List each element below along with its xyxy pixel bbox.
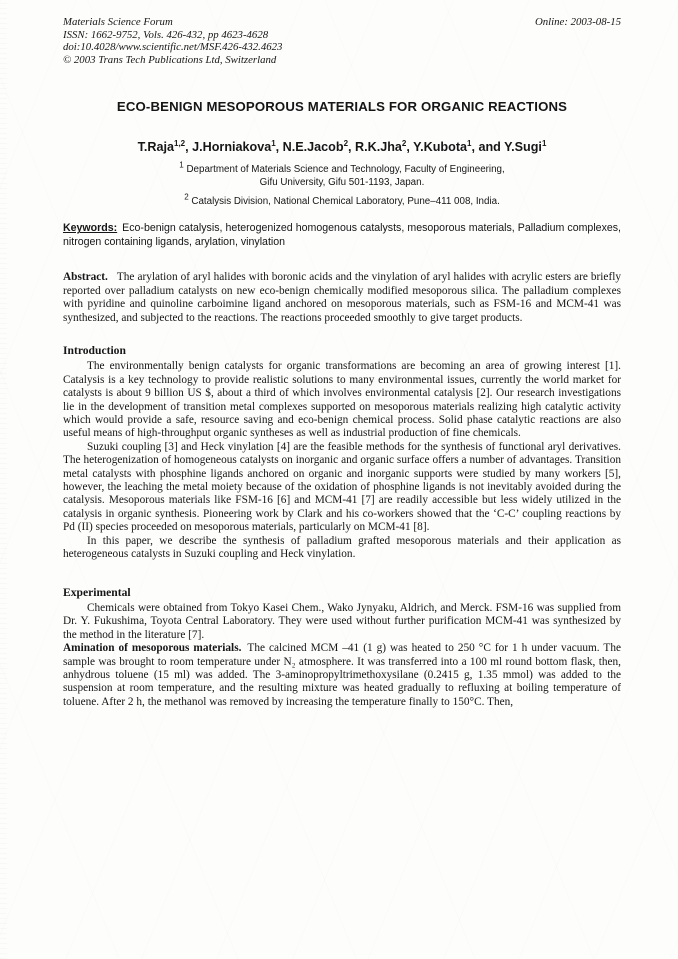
keywords-text: Eco-benign catalysis, heterogenized homogenous catalysts, mesoporous materials, Palladium complexes, nitrogen containing ligands, arylation, vinylation <box>63 222 621 249</box>
online-date: Online: 2003-08-15 <box>534 16 621 28</box>
introduction-paragraph-2: Suzuki coupling [3] and Heck vinylation [4] are the feasible methods for the synthesis of functional aryl derivatives. The heterogenization of homogeneous catalysts on inorganic and organic surface offers a number of advantages. Transition metal catalysts with phosphine ligands anchored on organic and inorganic supports were studied by many workers [5], however, the leaching the metal moiety because of the oxidation of phosphine ligands is not inevitably avoided during the catalysis. Mesoporous materials like FSM-16 [6] and MCM-41 [7] are readily accessible but less widely utilized in the catalysis in organic synthesis. Pioneering work by Clark and his co-workers showed that the ‘C-C’ coupling reactions by Pd (II) species proceeded on mesoporous materials, particularly on MCM-41 [8]. <box>63 440 621 534</box>
affiliation-2: $^2$ Catalysis Division, National Chemical Laboratory, Pune–411 008, India. <box>184 193 500 208</box>
abstract-block <box>63 271 621 325</box>
copyright-line: © 2003 Trans Tech Publications Ltd, Switzerland <box>63 53 277 66</box>
author: , N.E.Jacob$^2$ <box>275 139 349 155</box>
section-heading-introduction: Introduction <box>63 344 126 357</box>
author: , and Y.Sugi$^1$ <box>471 139 547 155</box>
author: T.Raja$^{1,2}$ <box>137 139 186 155</box>
authors-line <box>63 140 621 154</box>
introduction-paragraph-3: In this paper, we describe the synthesis of palladium grafted mesoporous materials and their application as heterogeneous catalysts in Suzuki coupling and Heck vinylation. <box>63 534 621 561</box>
keywords-label: Keywords: <box>63 222 118 235</box>
affiliation-1: $^1$ Department of Materials Science and Technology, Faculty of Engineering, Gifu University, Gifu 501-1193, Japan. <box>179 161 505 189</box>
doi-line: doi:10.4028/www.scientific.net/MSF.426-432.4623 <box>63 41 283 54</box>
section-heading-experimental: Experimental <box>63 585 131 599</box>
abstract-label: Abstract. <box>63 271 108 284</box>
amination-paragraph <box>63 642 621 709</box>
journal-name: Materials Science Forum <box>63 16 173 28</box>
author: , J.Horniakova$^1$ <box>185 139 276 155</box>
amination-text: The calcined MCM –41 (1 g) was heated to 250 °C for 1 h under vacuum. The sample was brought to room temperature under N₂ atmosphere. It was transferred into a 100 ml round bottom flask, then, anhydrous toluene (15 ml) was added. The 3-aminopropyltrimethoxysilane (0.2415 g, 1.35 mmol) was added to the suspension at room temperature, and the resulting mixture was heated gradually to refluxing at boiling temperature of toluene. After 2 h, the methanol was removed by increasing the temperature finally to 150°C. Then, <box>63 642 621 708</box>
journal-header <box>63 16 621 66</box>
author: , Y.Kubota$^1$ <box>406 139 472 155</box>
affiliations <box>63 163 621 208</box>
author: , R.K.Jha$^2$ <box>348 139 407 155</box>
issn-line: ISSN: 1662-9752, Vols. 426-432, pp 4623-4628 <box>63 28 269 41</box>
journal-meta-block <box>63 16 282 66</box>
keywords-block <box>63 221 621 249</box>
scan-edge-artifact <box>0 0 7 959</box>
paper-title: ECO-BENIGN MESOPOROUS MATERIALS FOR ORGANIC REACTIONS <box>116 99 568 115</box>
amination-lead: Amination of mesoporous materials. <box>63 642 242 655</box>
experimental-paragraph-1: Chemicals were obtained from Tokyo Kasei Chem., Wako Jynyaku, Aldrich, and Merck. FSM-16 was supplied from Dr. Y. Fukushima, Toyota Central Laboratory. They were used without further purification MCM-41 was synthesized by the method in the literature [7]. <box>63 601 621 641</box>
introduction-paragraph-1: The environmentally benign catalysts for organic transformations are becoming an area of growing interest [1]. Catalysis is a key technology to provide realistic solutions to many environmental issues, currently the world market for catalysts is about 9 billion US $, about a third of which involves environmental catalysis [2]. Our research investigations lie in the development of transition metal complexes supported on mesoporous materials realizing high catalytic activity which would provide a safe, resource saving and eco-benign chemical process. Solid phase catalytic reactions are also useful means of high-throughput organic syntheses as well as industrial production of fine chemicals. <box>63 360 621 440</box>
abstract-text: The arylation of aryl halides with boronic acids and the vinylation of aryl halides with acrylic esters are briefly reported over palladium catalysts on new eco-benign chemically modified mesoporous silica. The palladium complexes with pyridine and quinoline carboimine ligand anchored on mesoporous materials, such as FSM-16 and MCM-41 was synthesized, and subjected to the reactions. The reactions proceeded smoothly to give target products. <box>63 271 621 324</box>
